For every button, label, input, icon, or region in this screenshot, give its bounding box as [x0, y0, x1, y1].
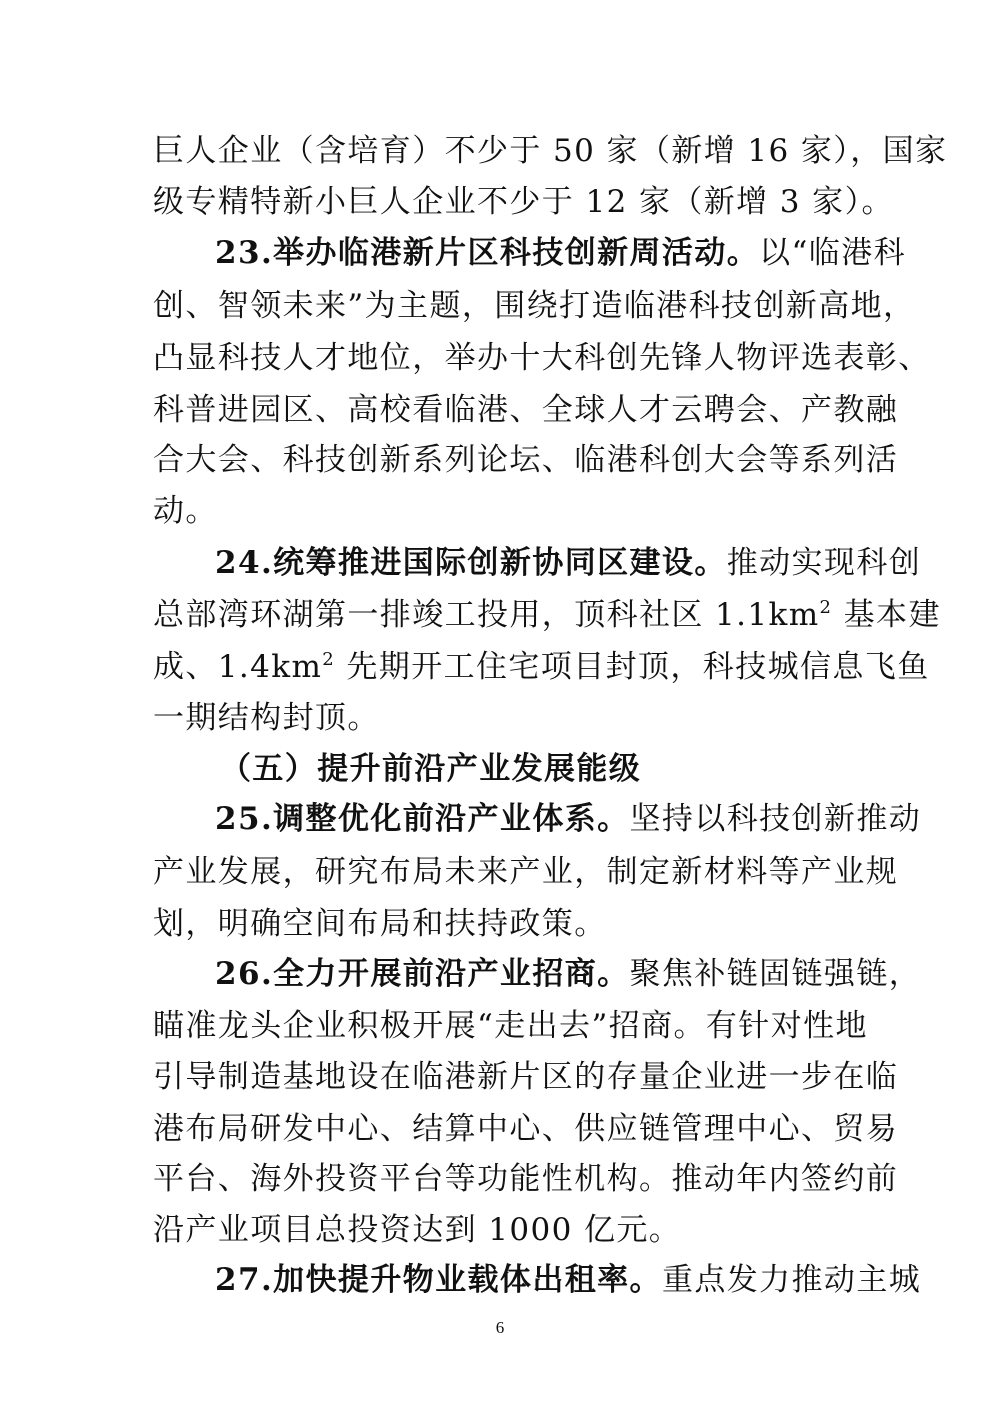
paragraph-line: 一期结构封顶。 — [153, 700, 380, 736]
paragraph-line: 创、智领未来”为主题，围绕打造临港科技创新高地， — [153, 288, 916, 324]
paragraph-line: 港布局研发中心、结算中心、供应链管理中心、贸易 — [153, 1111, 899, 1147]
paragraph-line: 沿产业项目总投资达到 1000 亿元。 — [153, 1212, 682, 1248]
paragraph-line: 凸显科技人才地位，举办十大科创先锋人物评选表彰、 — [153, 340, 931, 376]
paragraph-line: 科普进园区、高校看临港、全球人才云聘会、产教融 — [153, 392, 899, 428]
item-23-title: 23.举办临港新片区科技创新周活动。 — [215, 235, 760, 271]
item-26-title: 26.全力开展前沿产业招商。 — [215, 956, 630, 992]
paragraph-line: 动。 — [153, 493, 218, 529]
paragraph-line: 划，明确空间布局和扶持政策。 — [153, 906, 607, 942]
paragraph-text: 总部湾环湖第一排竣工投用，顶科社区 1.1km — [153, 597, 820, 633]
paragraph-text: 以“临港科 — [759, 235, 906, 271]
paragraph-text: 聚焦补链固链强链， — [629, 956, 922, 992]
superscript: 2 — [322, 649, 336, 670]
paragraph-line — [153, 649, 930, 685]
page-number: 6 — [495, 1318, 505, 1337]
paragraph-line — [153, 597, 941, 633]
paragraph-text: 重点发力推动主城 — [661, 1262, 922, 1298]
item-25-title: 25.调整优化前沿产业体系。 — [215, 801, 630, 837]
paragraph-text: 基本建 — [832, 597, 941, 633]
paragraph-line: 平台、海外投资平台等功能性机构。推动年内签约前 — [153, 1161, 899, 1197]
paragraph-line: 产业发展，研究布局未来产业，制定新材料等产业规 — [153, 854, 899, 890]
paragraph-23-line — [215, 235, 906, 271]
paragraph-line: 级专精特新小巨人企业不少于 12 家（新增 3 家）。 — [153, 184, 894, 220]
paragraph-text: 先期开工住宅项目封顶，科技城信息飞鱼 — [335, 649, 930, 685]
superscript: 2 — [819, 597, 833, 618]
paragraph-line: 合大会、科技创新系列论坛、临港科创大会等系列活 — [153, 442, 899, 478]
item-24-title: 24.统筹推进国际创新协同区建设。 — [215, 545, 727, 581]
paragraph-text: 推动实现科创 — [726, 545, 922, 581]
paragraph-text: 成、1.4km — [153, 649, 323, 685]
item-27-title: 27.加快提升物业载体出租率。 — [215, 1262, 662, 1298]
paragraph-line: 引导制造基地设在临港新片区的存量企业进一步在临 — [153, 1059, 899, 1095]
section-heading: （五）提升前沿产业发展能级 — [220, 751, 642, 787]
paragraph-text: 坚持以科技创新推动 — [629, 801, 922, 837]
paragraph-24-line — [215, 545, 922, 581]
paragraph-26-line — [215, 956, 922, 992]
paragraph-25-line — [215, 801, 922, 837]
paragraph-27-line — [215, 1262, 922, 1298]
paragraph-line: 巨人企业（含培育）不少于 50 家（新增 16 家），国家 — [153, 133, 948, 169]
paragraph-line: 瞄准龙头企业积极开展“走出去”招商。有针对性地 — [153, 1008, 868, 1044]
